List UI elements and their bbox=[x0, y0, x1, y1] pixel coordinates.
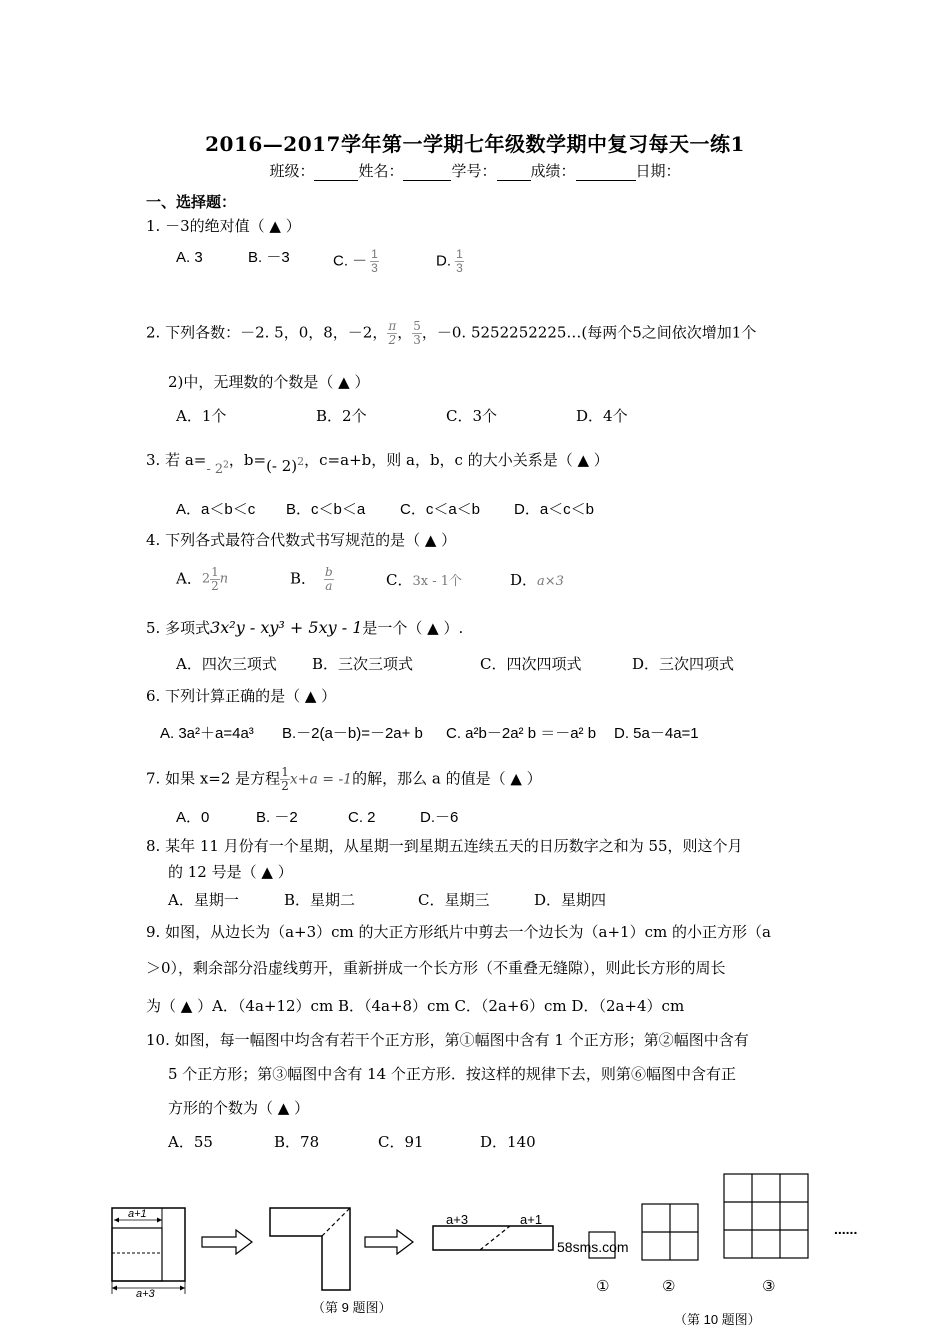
q10-line-2: 5 个正方形；第③幅图中含有 14 个正方形．按这样的规律下去，则第⑥幅图中含有正 bbox=[168, 1065, 736, 1083]
name-label: 姓名： bbox=[358, 162, 404, 180]
score-blank bbox=[576, 164, 636, 181]
q10-option-b: B．78 bbox=[274, 1133, 320, 1151]
q3-option-d: D．a＜c＜b bbox=[514, 501, 595, 518]
q6-option-a: A. 3a²＋a=4a³ bbox=[160, 725, 254, 742]
q4-option-d: D．a×3 bbox=[510, 571, 564, 589]
class-blank bbox=[314, 164, 358, 181]
q2-option-c: C．3个 bbox=[446, 407, 498, 425]
q6-option-c: C. a²b－2a² b ＝－a² b bbox=[446, 725, 597, 742]
fig10-watermark: 58sms.com bbox=[557, 1239, 629, 1255]
q2-stem-cont: 2)中，无理数的个数是（ ▲ ） bbox=[168, 373, 370, 391]
id-label: 学号： bbox=[451, 162, 497, 180]
fig10-caption: （第 10 题图） bbox=[674, 1312, 761, 1327]
q5-stem: 5. 多项式3x²y - xy³ + 5xy - 1是一个（ ▲ ）. bbox=[146, 618, 464, 637]
q9-line-3: 为（ ▲ ）A．（4a+12）cm B．（4a+8）cm C．（2a+6）cm D．（2a+4）cm bbox=[146, 997, 685, 1015]
q5-option-a: A．四次三项式 bbox=[176, 655, 277, 673]
q4-option-a: A．2 $\frac{1}{2}$ n bbox=[176, 565, 229, 593]
q10-option-d: D．140 bbox=[480, 1133, 536, 1151]
figures bbox=[0, 1160, 950, 1344]
q3-option-a: A．a＜b＜c bbox=[176, 501, 256, 518]
q2-option-b: B．2个 bbox=[316, 407, 367, 425]
fig9-label-a3: a+3 bbox=[446, 1212, 469, 1227]
q9-line-1: 9. 如图，从边长为（a+3）cm 的大正方形纸片中剪去一个边长为（a+1）cm 的小正方形（a bbox=[146, 923, 771, 941]
q1-option-b: B. －3 bbox=[248, 249, 290, 266]
fig9-label-bottom: a+3 bbox=[136, 1288, 155, 1300]
q8-option-c: C．星期三 bbox=[418, 891, 490, 909]
class-label: 班级： bbox=[269, 162, 315, 180]
q6-stem: 6. 下列计算正确的是（ ▲ ） bbox=[146, 687, 337, 705]
date-label: 日期： bbox=[635, 162, 681, 180]
page-title: 2016—2017学年第一学期七年级数学期中复习每天一练1 bbox=[205, 132, 745, 156]
q7-option-d: D.－6 bbox=[420, 809, 459, 826]
q3-option-b: B．c＜b＜a bbox=[286, 501, 366, 518]
q8-option-b: B．星期二 bbox=[284, 891, 356, 909]
q8-line-2: 的 12 号是（ ▲ ） bbox=[168, 863, 293, 881]
q2-option-d: D．4个 bbox=[576, 407, 628, 425]
q7-option-a: A．0 bbox=[176, 809, 210, 826]
q9-line-2: ＞0），剩余部分沿虚线剪开，重新拼成一个长方形（不重叠无缝隙），则此长方形的周长 bbox=[146, 959, 726, 977]
score-label: 成绩： bbox=[530, 162, 576, 180]
q10-line-3: 方形的个数为（ ▲ ） bbox=[168, 1099, 310, 1117]
fig9-caption: （第 9 题图） bbox=[312, 1300, 392, 1315]
q4-option-b: B． $\frac{b}{a}$ bbox=[290, 565, 333, 593]
q2-option-a: A．1个 bbox=[176, 407, 227, 425]
fig9-big-square bbox=[112, 1208, 185, 1300]
q8-option-a: A．星期一 bbox=[168, 891, 239, 909]
section-heading: 一、选择题： bbox=[146, 193, 237, 211]
fig9-label-a1: a+1 bbox=[520, 1212, 543, 1227]
q6-option-d: D. 5a－4a=1 bbox=[614, 725, 699, 742]
fig10-figure-2 bbox=[642, 1204, 698, 1295]
q4-stem: 4. 下列各式最符合代数式书写规范的是（ ▲ ） bbox=[146, 531, 457, 549]
q7-stem: 7. 如果 x=2 是方程 $\frac{1}{2}$ x+a = -1的解，那么 a 的值是（ ▲ ） bbox=[146, 765, 542, 793]
q6-option-b: B.－2(a－b)=－2a+ b bbox=[282, 725, 423, 742]
q4-option-c: C．3x - 1个 bbox=[386, 571, 463, 589]
q3-option-c: C．c＜a＜b bbox=[400, 501, 481, 518]
fig9-rectangle bbox=[433, 1212, 553, 1250]
q5-option-d: D．三次四项式 bbox=[632, 655, 735, 673]
fig9-arrow-1 bbox=[202, 1230, 252, 1254]
fig9-arrow-2 bbox=[365, 1230, 413, 1254]
fig9-l-shape bbox=[270, 1208, 350, 1290]
q7-option-c: C. 2 bbox=[348, 809, 376, 826]
q3-stem: 3. 若 a=- $2^2$，b=(- 2)$^2$，c=a+b，则 a，b，c 的大小关系是（ ▲ ） bbox=[146, 451, 609, 477]
name-blank bbox=[403, 164, 451, 181]
fig9-label-top: a+1 bbox=[128, 1208, 147, 1220]
q5-option-c: C．四次四项式 bbox=[480, 655, 582, 673]
q8-option-d: D．星期四 bbox=[534, 891, 607, 909]
fig10-label-1: ① bbox=[596, 1278, 610, 1295]
q1-option-a: A. 3 bbox=[176, 249, 203, 266]
fig10-figure-3 bbox=[724, 1174, 808, 1295]
student-info-line bbox=[0, 160, 950, 181]
id-blank bbox=[497, 164, 531, 181]
fig10-label-2: ② bbox=[662, 1278, 676, 1295]
q10-option-a: A．55 bbox=[168, 1133, 213, 1151]
q7-option-b: B. －2 bbox=[256, 809, 298, 826]
q8-line-1: 8. 某年 11 月份有一个星期，从星期一到星期五连续五天的日历数字之和为 55，则这个月 bbox=[146, 837, 743, 855]
fig10-ellipsis: ...... bbox=[834, 1221, 858, 1237]
q5-option-b: B．三次三项式 bbox=[312, 655, 414, 673]
q1-stem: 1. －3的绝对值（ ▲ ） bbox=[146, 217, 301, 235]
fig10-label-3: ③ bbox=[762, 1278, 776, 1295]
q10-option-c: C．91 bbox=[378, 1133, 424, 1151]
q1-option-d: D. $\frac{1}{3}$ bbox=[436, 247, 463, 275]
q1-option-c: C. － $\frac{1}{3}$ bbox=[333, 247, 378, 275]
q10-line-1: 10. 如图，每一幅图中均含有若干个正方形，第①幅图中含有 1 个正方形；第②幅图中含有 bbox=[146, 1031, 749, 1049]
q2-stem: 2. 下列各数：－2. 5，0，8，－2， $\frac{\pi}{2}$ ， $\frac{5}{3}$ ，－0. 5252252225…(每两个5之间依次增加1个 bbox=[146, 319, 757, 347]
